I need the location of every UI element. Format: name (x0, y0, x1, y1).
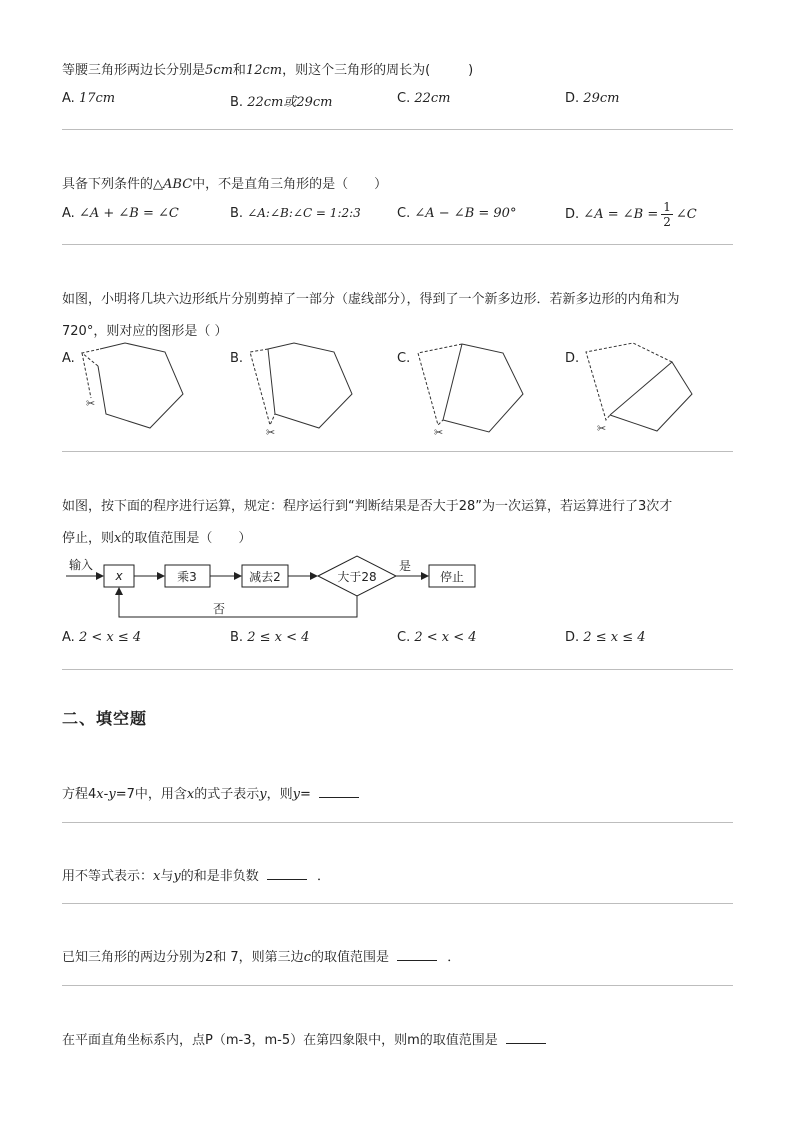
flow-no-label: 否 (213, 602, 226, 616)
option-letter: B. (230, 630, 244, 645)
q3-stem-line1: 如图，小明将几块六边形纸片分别剪掉了一部分（虚线部分），得到了一个新多边形．若新多边形的内角和为 (62, 292, 680, 307)
option-letter: A. (62, 91, 75, 106)
f1-var: y (259, 787, 267, 802)
option-text: 2 ≤ x < 4 (247, 630, 310, 645)
option-text: 2 < x < 4 (414, 630, 477, 645)
q4-stem-text: 停止，则 (62, 531, 115, 546)
f1-var: x (186, 787, 195, 802)
f1-text: ，则 (266, 787, 293, 802)
q4-option-a[interactable] (62, 630, 141, 645)
q2-option-d[interactable] (565, 197, 697, 231)
f1-var: y (292, 787, 300, 802)
f3-text: 已知三角形的两边分别为2和 7，则第三边 (62, 950, 304, 965)
option-letter: D. (565, 206, 580, 222)
option-letter: D. (565, 630, 580, 645)
q3-option-c-label[interactable]: C. (397, 351, 411, 366)
q2-stem (62, 173, 387, 192)
q1-option-b[interactable] (230, 91, 333, 110)
f3-var: c (303, 950, 311, 965)
flow-multiply-label: 乘3 (177, 570, 197, 584)
divider (62, 985, 733, 986)
f1-text: 的式子表示 (194, 787, 260, 802)
flow-subtract-label: 减去2 (249, 570, 281, 584)
q1-option-d[interactable] (565, 91, 619, 106)
q4-variable-x: x (114, 531, 122, 546)
option-text: 22cm (414, 91, 451, 106)
option-text: 29cm (583, 91, 620, 106)
q2-stem-tail: 中，不是直角三角形的是（ ） (192, 177, 388, 192)
option-letter: B. (230, 206, 244, 221)
scissors-icon: ✂ (86, 397, 96, 410)
q3-stem-line2: 720°，则对应的图形是（ ） (62, 324, 228, 339)
f3-text: 的取值范围是 (310, 950, 389, 965)
q4-option-c[interactable] (397, 630, 477, 645)
option-text: ∠A:∠B:∠C = 1:2:3 (247, 206, 361, 220)
option-text: 17cm (78, 91, 116, 106)
hexagon-figure-a[interactable] (82, 343, 183, 428)
q3-option-a-label[interactable]: A. (62, 351, 75, 366)
flow-stop-label: 停止 (439, 570, 465, 584)
option-text: ∠A + ∠B = ∠C (78, 206, 179, 221)
flow-loop-back (119, 588, 357, 617)
f4-question (62, 1029, 546, 1048)
f2-question (62, 865, 330, 884)
q1-value-5cm: 5cm (205, 63, 233, 78)
f2-end: ． (317, 869, 331, 884)
divider (62, 129, 733, 130)
option-letter: A. (62, 206, 75, 221)
q1-option-c[interactable] (397, 91, 451, 106)
f1-text: - (103, 787, 109, 802)
flow-input-label: 输入 (69, 558, 94, 572)
option-text: ∠A − ∠B = 90° (414, 206, 517, 221)
f1-answer-blank[interactable] (319, 796, 359, 798)
hexagon-figure-c[interactable] (418, 344, 523, 432)
q3-figures (0, 330, 794, 445)
divider (62, 244, 733, 245)
q1-stem-and: 和 (232, 63, 246, 78)
flow-x-label: x (115, 569, 123, 583)
section-title: 二、填空题 (62, 709, 148, 728)
q2-option-c[interactable] (397, 206, 516, 221)
q4-stem-line2 (62, 527, 251, 546)
q1-stem (62, 59, 473, 78)
q2-option-a[interactable] (62, 206, 179, 221)
divider (62, 451, 733, 452)
divider (62, 669, 733, 670)
f2-text: 与 (160, 869, 174, 884)
q3-option-b-label[interactable]: B. (230, 351, 244, 366)
f2-var: y (173, 869, 181, 884)
q4-option-b[interactable] (230, 630, 309, 645)
option-letter: C. (397, 91, 411, 106)
q4-option-d[interactable] (565, 630, 646, 645)
f1-text: = (299, 787, 311, 802)
option-letter: C. (397, 630, 411, 645)
f2-var: x (153, 869, 161, 884)
scissors-icon: ✂ (597, 422, 607, 435)
q2-stem-text: 具备下列条件的 (62, 177, 154, 192)
q2-triangle: △ABC (153, 177, 193, 192)
q1-stem-text: 等腰三角形两边长分别是 (62, 63, 206, 78)
f2-text: 的和是非负数 (180, 869, 259, 884)
f1-text: =7中，用含 (115, 787, 187, 802)
f1-question (62, 783, 359, 802)
q4-stem-tail: 的取值范围是（ ） (121, 531, 252, 546)
fraction-numerator: 1 (663, 199, 671, 214)
f4-text: 在平面直角坐标系内，点P（m-3，m-5）在第四象限中，则m的取值范围是 (62, 1033, 498, 1048)
q3-option-d-label[interactable]: D. (565, 351, 580, 366)
hexagon-figure-d[interactable] (586, 343, 692, 431)
f1-var: x (96, 787, 104, 802)
divider (62, 903, 733, 904)
f2-answer-blank[interactable] (267, 878, 307, 880)
fraction-denominator: 2 (663, 214, 671, 229)
divider (62, 822, 733, 823)
f3-question (62, 946, 460, 965)
fraction (661, 200, 673, 229)
option-letter: A. (62, 630, 75, 645)
option-letter: B. (230, 95, 244, 110)
q1-option-a[interactable] (62, 91, 115, 106)
flow-condition-label: 大于28 (337, 570, 377, 584)
q1-paren-close: ) (468, 63, 474, 78)
scissors-icon: ✂ (434, 426, 444, 439)
f2-text: 用不等式表示： (62, 869, 154, 884)
f3-end: ． (447, 950, 461, 965)
f4-answer-blank[interactable] (506, 1042, 546, 1044)
option-letter: D. (565, 91, 580, 106)
option-text: 2 < x ≤ 4 (78, 630, 142, 645)
option-letter: C. (397, 206, 411, 221)
scissors-icon: ✂ (266, 426, 276, 439)
f1-var: y (108, 787, 116, 802)
f1-text: 方程4 (62, 787, 97, 802)
q1-stem-tail: ，则这个三角形的周长为( (282, 63, 431, 78)
option-text: 2 ≤ x ≤ 4 (583, 630, 646, 645)
option-text-tail: ∠C (675, 206, 697, 222)
q4-flowchart (0, 550, 794, 622)
flow-yes-label: 是 (399, 559, 412, 573)
q1-value-12cm: 12cm (245, 63, 283, 78)
hexagon-figure-b[interactable] (250, 343, 352, 428)
f3-answer-blank[interactable] (397, 959, 437, 961)
option-text: ∠A = ∠B = (583, 206, 659, 222)
q4-stem-line1: 如图，按下面的程序进行运算，规定：程序运行到“判断结果是否大于28”为一次运算，若运算进行了3次才 (62, 499, 673, 514)
option-text: 22cm或29cm (247, 95, 333, 110)
q2-option-b[interactable] (230, 206, 361, 221)
